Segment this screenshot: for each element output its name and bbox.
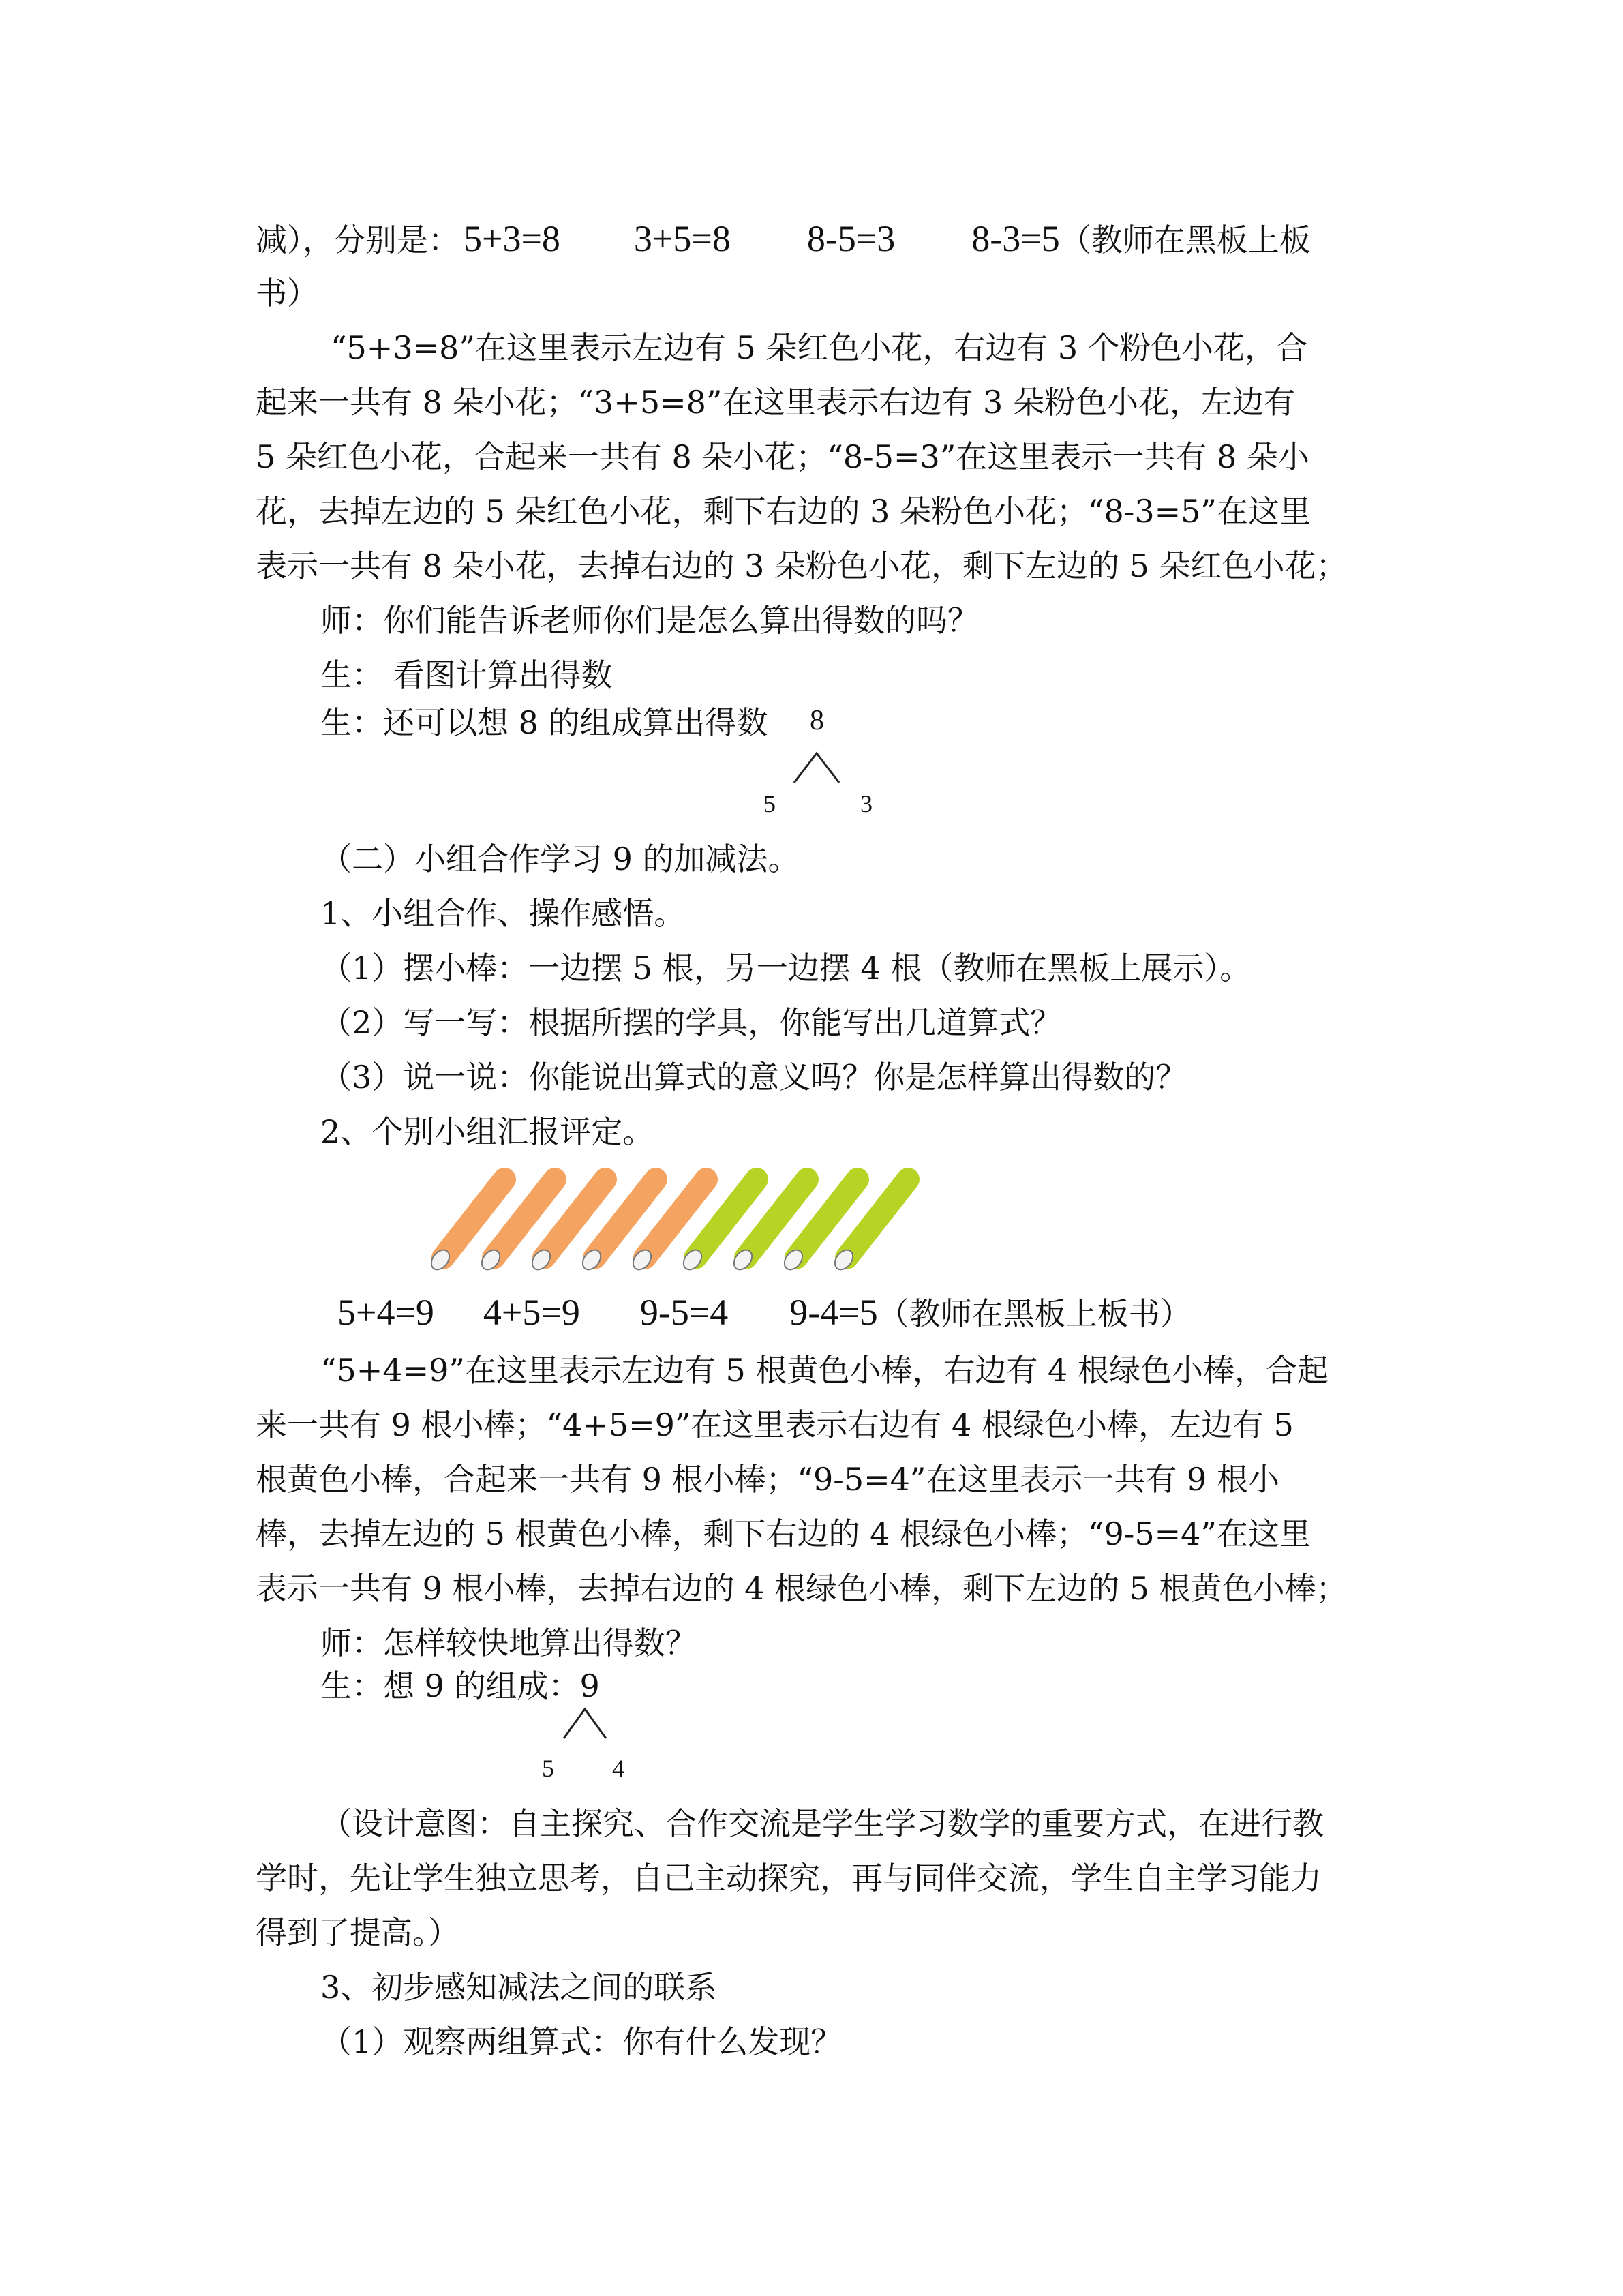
student-answer-3: 生：想 9 的组成：9 bbox=[320, 1667, 600, 1704]
item-1-1: （1）摆小棒：一边摆 5 根，另一边摆 4 根（教师在黑板上展示）。 bbox=[320, 950, 1252, 986]
tree8-top: 8 bbox=[810, 705, 824, 736]
equation-5-3-8: 5+3=8 bbox=[464, 218, 560, 259]
design-line1: （设计意图：自主探究、合作交流是学生学习数学的重要方式，在进行教 bbox=[320, 1805, 1324, 1842]
tree9-branches bbox=[564, 1709, 606, 1738]
teacher-question-1: 师：你们能告诉老师你们是怎么算出得数的吗？ bbox=[320, 602, 979, 639]
item-2: 2、个别小组汇报评定。 bbox=[320, 1113, 654, 1150]
para1-line3: 5 朵红色小花，合起来一共有 8 朵小花；“8-5=3”在这里表示一共有 8 朵小 bbox=[256, 438, 1309, 475]
equation-4-5-9: 4+5=9 bbox=[483, 1292, 580, 1333]
para2-line2: 来一共有 9 根小棒；“4+5=9”在这里表示右边有 4 根绿色小棒，左边有 5 bbox=[256, 1406, 1294, 1443]
line-1-text: 减），分别是： bbox=[256, 222, 459, 258]
item-1: 1、小组合作、操作感悟。 bbox=[320, 895, 686, 932]
line-1-note: （教师在黑板上板 bbox=[1059, 222, 1311, 258]
line-2: 书） bbox=[256, 275, 318, 312]
design-line3: 得到了提高。） bbox=[256, 1914, 459, 1951]
para1-line5: 表示一共有 8 朵小花，去掉右边的 3 朵粉色小花，剩下左边的 5 朵红色小花； bbox=[256, 547, 1348, 584]
tree8-right: 3 bbox=[860, 790, 873, 817]
para1-line4: 花，去掉左边的 5 朵红色小花，剩下右边的 3 朵粉色小花；“8-3=5”在这里 bbox=[256, 493, 1311, 530]
equation-9-4-5: 9-4=5 bbox=[789, 1292, 878, 1333]
para2-line5: 表示一共有 9 根小棒，去掉右边的 4 根绿色小棒，剩下左边的 5 根黄色小棒； bbox=[256, 1570, 1348, 1607]
para2-line4: 棒，去掉左边的 5 根黄色小棒，剩下右边的 4 根绿色小棒；“9-5=4”在这里 bbox=[256, 1515, 1311, 1552]
section-2-heading: （二）小组合作学习 9 的加减法。 bbox=[320, 841, 800, 877]
equations-row-2-note: （教师在黑板上板书） bbox=[877, 1295, 1192, 1332]
student-answer-1: 生： 看图计算出得数 bbox=[320, 656, 613, 693]
sticks-group bbox=[427, 1179, 908, 1273]
item-3-1: （1）观察两组算式：你有什么发现？ bbox=[320, 2023, 843, 2060]
design-line2: 学时，先让学生独立思考，自己主动探究，再与同伴交流，学生自主学习能力 bbox=[256, 1860, 1322, 1897]
equation-5-4-9: 5+4=9 bbox=[337, 1292, 434, 1333]
item-3: 3、初步感知减法之间的联系 bbox=[320, 1969, 717, 2006]
tree9-right: 4 bbox=[612, 1755, 624, 1782]
equation-8-3-5: 8-3=5 bbox=[971, 218, 1060, 259]
tree9-left: 5 bbox=[542, 1755, 554, 1782]
item-1-3: （3）说一说：你能说出算式的意义吗？你是怎样算出得数的？ bbox=[320, 1059, 1187, 1096]
equation-3-5-8: 3+5=8 bbox=[633, 218, 731, 259]
item-1-2: （2）写一写：根据所摆的学具，你能写出几道算式？ bbox=[320, 1004, 1062, 1041]
tree8-branches bbox=[794, 753, 839, 783]
teacher-question-2: 师：怎样较快地算出得数？ bbox=[320, 1625, 697, 1661]
para1-line2: 起来一共有 8 朵小花；“3+5=8”在这里表示右边有 3 朵粉色小花，左边有 bbox=[256, 384, 1295, 421]
para2-line3: 根黄色小棒，合起来一共有 9 根小棒；“9-5=4”在这里表示一共有 9 根小 bbox=[256, 1461, 1279, 1498]
equation-8-5-3: 8-5=3 bbox=[806, 218, 896, 259]
para1-line1: “5+3=8”在这里表示左边有 5 朵红色小花，右边有 3 个粉色小花，合 bbox=[331, 329, 1307, 366]
para2-line1: “5+4=9”在这里表示左边有 5 根黄色小棒，右边有 4 根绿色小棒，合起 bbox=[320, 1352, 1329, 1389]
equation-9-5-4: 9-5=4 bbox=[639, 1292, 729, 1333]
tree8-left: 5 bbox=[763, 790, 776, 817]
student-answer-2: 生：还可以想 8 的组成算出得数 bbox=[320, 704, 768, 741]
